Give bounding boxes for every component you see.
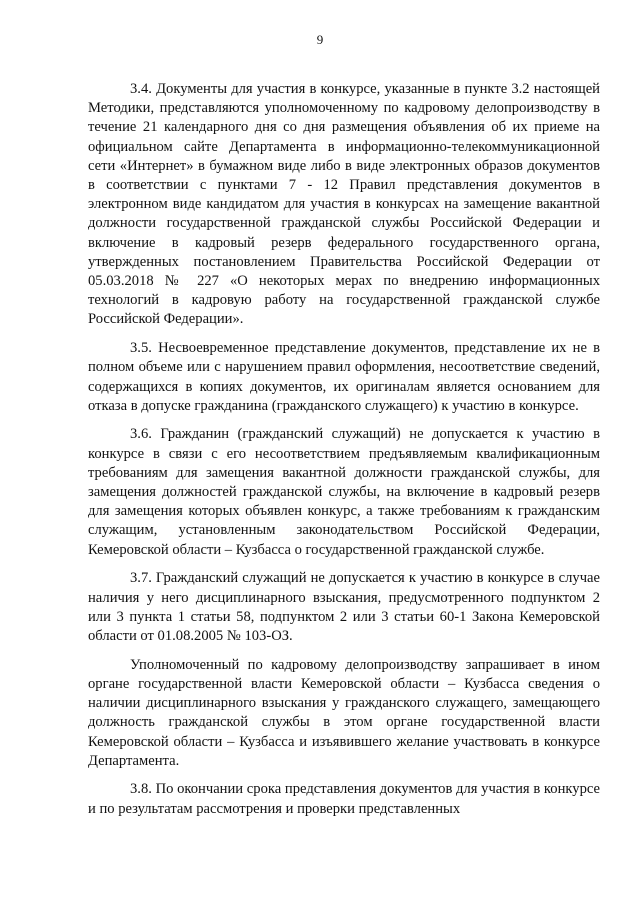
paragraph-3-5: 3.5. Несвоевременное представление документов, представление их не в полном объеме или с нарушением правил оформления, несоответствие сведений, содержащихся в копиях документов, их оригиналам является основанием для отказа в допуске гражданина (гражданского служащего) к участию в конкурсе. bbox=[88, 340, 600, 414]
paragraph-authorized-person: Уполномоченный по кадровому делопроизводству запрашивает в ином органе государственной власти Кемеровской области – Кузбасса сведения о наличии дисциплинарного взыскания у гражданского служащего, замещающего должность гражданской службы в этом органе государственной власти Кемеровской области – Кузбасса и изъявившего желание участвовать в конкурсе Департамента. bbox=[88, 656, 600, 769]
paragraph-3-7: 3.7. Гражданский служащий не допускается к участию в конкурсе в случае наличия у него дисциплинарного взыскания, предусмотренного подпунктом 2 или 3 пункта 1 статьи 58, подпунктом 2 или 3 статьи 60-1 Закона Кемеровской области от 01.08.2005 № 103-ОЗ. bbox=[88, 570, 600, 644]
document-body bbox=[88, 80, 600, 828]
paragraph-3-8: 3.8. По окончании срока представления документов для участия в конкурсе и по результатам рассмотрения и проверки представленных bbox=[88, 781, 600, 817]
paragraph-3-6: 3.6. Гражданин (гражданский служащий) не допускается к участию в конкурсе в связи с его несоответствием предъявляемым квалификационным требованиям для замещения вакантной должности гражданской службы, для замещения должностей гражданской службы, на включение в кадровый резерв для замещения которых объявлен конкурс, а также требованиям к гражданским служащим, установленным законодательством Российской Федерации, Кемеровской области – Кузбасса о государственной гражданской службе. bbox=[88, 426, 600, 558]
page-number: 9 bbox=[316, 32, 324, 47]
paragraph-3-4: 3.4. Документы для участия в конкурсе, указанные в пункте 3.2 настоящей Методики, представляются уполномоченному по кадровому делопроизводству в течение 21 календарного дня со дня размещения объявления об их приеме на официальном сайте Департамента в информационно-телекоммуникационной сети «Интернет» в бумажном виде либо в виде электронных образов документов в соответствии с пунктами 7 - 12 Правил представления документов в электронном виде кандидатом для участия в конкурсах на замещение вакантной должности государственной гражданской службы Российской Федерации и включение в кадровый резерв федерального государственного органа, утвержденных постановлением Правительства Российской Федерации от 05.03.2018 № 227 «О некоторых мерах по внедрению информационных технологий в кадровую работу на государственной гражданской службе Российской Федерации». bbox=[88, 81, 600, 328]
